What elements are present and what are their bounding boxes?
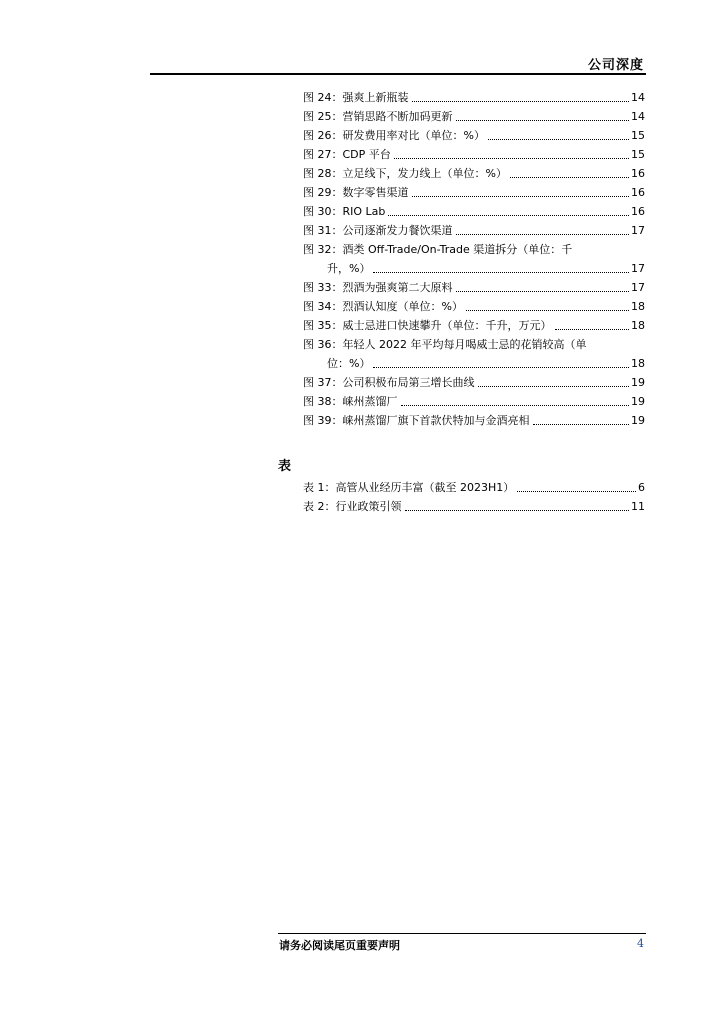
- toc-entry[interactable]: [303, 335, 645, 373]
- footer-rule: [278, 933, 646, 934]
- toc-entry-label: 图 30：RIO Lab: [303, 205, 386, 218]
- toc-entry-label: 图 28：立足线下，发力线上（单位：%）: [303, 167, 507, 180]
- toc-entry-label: 表 2：行业政策引领: [303, 500, 402, 513]
- toc-entry[interactable]: [303, 392, 645, 411]
- toc-entry-label: 图 27：CDP 平台: [303, 148, 391, 161]
- toc-entry-page: 17: [631, 224, 645, 237]
- dot-leader: [456, 234, 630, 235]
- toc-entry-label: 图 25：营销思路不断加码更新: [303, 110, 453, 123]
- toc-entry[interactable]: [303, 164, 645, 183]
- toc-entry-label: 图 34：烈酒认知度（单位：%）: [303, 300, 463, 313]
- page-number: 4: [637, 937, 644, 950]
- toc-entry-label: 表 1：高管从业经历丰富（截至 2023H1）: [303, 481, 515, 494]
- toc-entry-page: 14: [631, 91, 645, 104]
- toc-entry[interactable]: [303, 411, 645, 430]
- dot-leader: [394, 158, 629, 159]
- dot-leader: [373, 367, 629, 368]
- toc-entry-page: 16: [631, 167, 645, 180]
- dot-leader: [555, 329, 630, 330]
- toc-entry-page: 15: [631, 148, 645, 161]
- toc-entry[interactable]: [303, 478, 645, 497]
- toc-entry[interactable]: [303, 297, 645, 316]
- toc-entry[interactable]: [303, 278, 645, 297]
- toc-entry-label: 图 37：公司积极布局第三增长曲线: [303, 376, 475, 389]
- toc-entry-page: 16: [631, 186, 645, 199]
- dot-leader: [533, 424, 630, 425]
- toc-entry-page: 17: [631, 262, 645, 275]
- toc-entry[interactable]: [303, 373, 645, 392]
- footer-disclaimer: 请务必阅读尾页重要声明: [279, 939, 400, 952]
- toc-entry-page: 16: [631, 205, 645, 218]
- dot-leader: [517, 491, 636, 492]
- toc-entry-page: 18: [631, 300, 645, 313]
- toc-entry-page: 14: [631, 110, 645, 123]
- dot-leader: [466, 310, 629, 311]
- toc-entry[interactable]: [303, 126, 645, 145]
- tables-section-heading: 表: [278, 459, 292, 474]
- dot-leader: [488, 139, 629, 140]
- figure-toc: [303, 88, 645, 430]
- dot-leader: [478, 386, 630, 387]
- dot-leader: [388, 215, 629, 216]
- toc-entry[interactable]: [303, 316, 645, 335]
- dot-leader: [405, 510, 630, 511]
- toc-entry-label: 图 35：威士忌进口快速攀升（单位：千升，万元）: [303, 319, 552, 332]
- toc-entry-label: 图 24：强爽上新瓶装: [303, 91, 409, 104]
- dot-leader: [510, 177, 629, 178]
- toc-entry-page: 17: [631, 281, 645, 294]
- toc-entry[interactable]: [303, 221, 645, 240]
- header-rule: [150, 73, 646, 75]
- toc-entry-label: 图 26：研发费用率对比（单位：%）: [303, 129, 485, 142]
- toc-entry-label-continued: 位：%）: [327, 357, 371, 370]
- toc-entry[interactable]: [303, 183, 645, 202]
- toc-entry-page: 6: [638, 481, 645, 494]
- toc-entry-page: 15: [631, 129, 645, 142]
- dot-leader: [412, 196, 630, 197]
- toc-entry-page: 11: [631, 500, 645, 513]
- dot-leader: [456, 120, 630, 121]
- toc-entry-label-continued: 升，%）: [327, 262, 371, 275]
- toc-entry-label: 图 32：酒类 Off-Trade/On-Trade 渠道拆分（单位：千: [303, 243, 573, 256]
- toc-entry[interactable]: [303, 88, 645, 107]
- toc-entry[interactable]: [303, 240, 645, 278]
- dot-leader: [412, 101, 630, 102]
- toc-entry-page: 19: [631, 414, 645, 427]
- dot-leader: [456, 291, 630, 292]
- toc-entry[interactable]: [303, 497, 645, 516]
- toc-entry-page: 19: [631, 395, 645, 408]
- dot-leader: [373, 272, 629, 273]
- toc-entry-label: 图 29：数字零售渠道: [303, 186, 409, 199]
- toc-entry-label: 图 39：崃州蒸馏厂旗下首款伏特加与金酒亮相: [303, 414, 530, 427]
- toc-entry[interactable]: [303, 145, 645, 164]
- toc-entry-label: 图 33：烈酒为强爽第二大原料: [303, 281, 453, 294]
- table-toc: [303, 478, 645, 516]
- toc-entry-page: 18: [631, 319, 645, 332]
- toc-entry-label: 图 38：崃州蒸馏厂: [303, 395, 398, 408]
- toc-entry-label: 图 31：公司逐渐发力餐饮渠道: [303, 224, 453, 237]
- page-header-title: 公司深度: [587, 58, 644, 73]
- dot-leader: [401, 405, 630, 406]
- toc-entry-label: 图 36：年轻人 2022 年平均每月喝威士忌的花销较高（单: [303, 338, 587, 351]
- toc-entry[interactable]: [303, 107, 645, 126]
- toc-entry[interactable]: [303, 202, 645, 221]
- toc-entry-page: 19: [631, 376, 645, 389]
- toc-entry-page: 18: [631, 357, 645, 370]
